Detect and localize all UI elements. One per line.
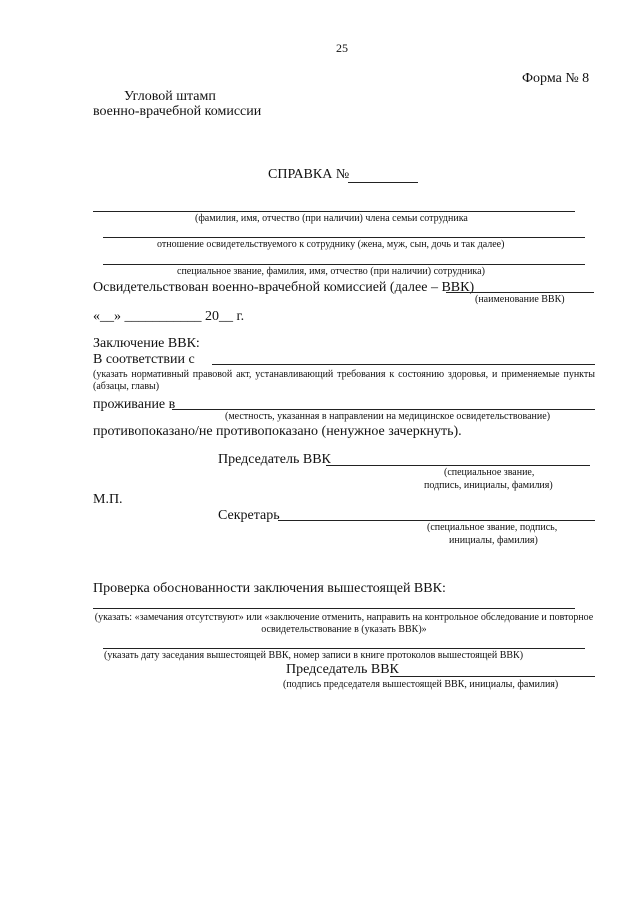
residence-field[interactable] — [172, 409, 595, 410]
vvk-name-caption: (наименование ВВК) — [475, 294, 565, 305]
date-line[interactable]: «__» ___________ 20__ г. — [93, 309, 245, 324]
family-member-name-field[interactable] — [93, 211, 575, 212]
chairman-label: Председатель ВВК — [218, 452, 331, 467]
family-member-name-caption: (фамилия, имя, отчество (при наличии) члена семьи сотрудника — [195, 213, 468, 224]
locality-caption: (местность, указанная в направлении на медицинское освидетельствование) — [225, 411, 551, 422]
residence-label: проживание в — [93, 397, 176, 412]
secretary-label: Секретарь — [218, 508, 280, 523]
corner-stamp-line-1: Угловой штамп — [124, 89, 216, 104]
higher-check-title: Проверка обоснованности заключения вышестоящей ВВК: — [93, 581, 446, 596]
conclusion-title: Заключение ВВК: — [93, 336, 200, 351]
contraindicated-text: противопоказано/не противопоказано (ненужное зачеркнуть). — [93, 424, 462, 439]
secretary-caption-line-1: (специальное звание, подпись, — [427, 522, 558, 533]
relation-field[interactable] — [103, 237, 585, 238]
chairman-caption-line-2: подпись, инициалы, фамилия) — [424, 480, 553, 491]
certificate-title: СПРАВКА № — [268, 167, 350, 182]
higher-chairman-caption: (подпись председателя вышестоящей ВВК, инициалы, фамилия) — [283, 679, 559, 690]
stamp-place: М.П. — [93, 492, 123, 507]
higher-chairman-label: Председатель ВВК — [286, 662, 399, 677]
higher-conclusion-field[interactable] — [93, 608, 575, 609]
higher-instruction-caption: (указать: «замечания отсутствуют» или «заключение отменить, направить на контрольное обследование и повторное освидетельствование в (указать ВВК)» — [94, 612, 594, 635]
higher-chairman-signature-field[interactable] — [390, 676, 595, 677]
higher-date-field[interactable] — [103, 648, 585, 649]
normative-act-field[interactable] — [212, 364, 595, 365]
higher-date-caption: (указать дату заседания вышестоящей ВВК, номер записи в книге протоколов вышестоящей ВВК) — [104, 650, 524, 661]
certificate-number-field[interactable] — [348, 182, 418, 183]
chairman-caption-line-1: (специальное звание, — [444, 467, 535, 478]
page-number: 25 — [336, 41, 348, 55]
form-number: Форма № 8 — [522, 71, 590, 86]
relation-caption: отношение освидетельствуемого к сотруднику (жена, муж, сын, дочь и так далее) — [157, 239, 505, 250]
vvk-name-field[interactable] — [446, 292, 594, 293]
corner-stamp-line-2: военно-врачебной комиссии — [93, 104, 262, 119]
examined-text: Освидетельствован военно-врачебной комиссией (далее – ВВК) — [93, 280, 475, 295]
chairman-signature-field[interactable] — [326, 465, 590, 466]
employee-caption: специальное звание, фамилия, имя, отчество (при наличии) сотрудника) — [177, 266, 485, 277]
in-accordance-label: В соответствии с — [93, 352, 195, 367]
normative-act-caption: (указать нормативный правовой акт, устанавливающий требования к состоянию здоровья, и применяемые пункты (абзацы, главы) — [93, 369, 595, 392]
employee-field[interactable] — [103, 264, 585, 265]
secretary-signature-field[interactable] — [278, 520, 595, 521]
secretary-caption-line-2: инициалы, фамилия) — [449, 535, 538, 546]
